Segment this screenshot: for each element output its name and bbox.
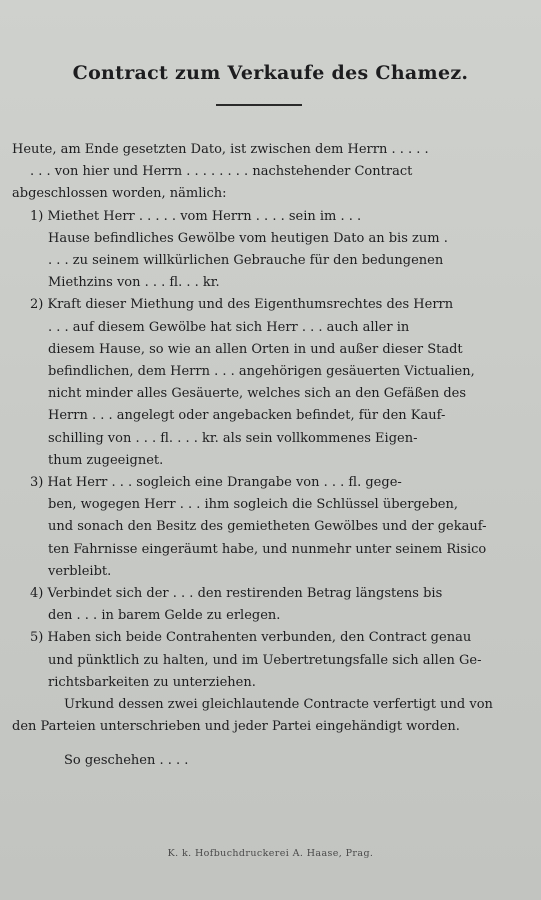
clause-3 <box>12 472 511 583</box>
clause-1 <box>12 206 511 295</box>
text-line: 1) Miethet Herr . . . . . vom Herrn . . . . sein im . . . <box>30 208 362 224</box>
text-line: 4) Verbindet sich der . . . den restirenden Betrag längstens bis <box>30 586 443 602</box>
text-line: und pünktlich zu halten, und im Uebertretungsfalle sich allen Ge- <box>48 652 482 668</box>
text-line: ten Fahrnisse eingeräumt habe, und nunmehr unter seinem Risico <box>48 541 487 557</box>
text-line: nicht minder alles Gesäuerte, welches sich an den Gefäßen des <box>48 386 467 402</box>
text-line: Miethzins von . . . fl. . . kr. <box>48 275 220 291</box>
text-line: schilling von . . . fl. . . . kr. als sein vollkommenes Eigen- <box>48 430 418 446</box>
text-line: Urkund dessen zwei gleichlautende Contracte verfertigt und von <box>64 697 493 713</box>
text-line: 3) Hat Herr . . . sogleich eine Drangabe von . . . fl. gege- <box>30 475 402 491</box>
conclusion-paragraph <box>12 694 511 738</box>
title-divider <box>216 104 302 106</box>
clause-4 <box>12 583 511 627</box>
text-line: und sonach den Besitz des gemietheten Gewölbes und der gekauf- <box>48 519 487 535</box>
printer-imprint: K. k. Hofbuchdruckerei A. Haase, Prag. <box>167 848 374 859</box>
text-line: diesem Hause, so wie an allen Orten in und außer dieser Stadt <box>48 341 463 357</box>
text-line: thum zugeeignet. <box>48 452 164 468</box>
text-line: . . . zu seinem willkürlichen Gebrauche für den bedungenen <box>48 253 444 269</box>
text-line: abgeschlossen worden, nämlich: <box>12 186 227 202</box>
text-line: . . . auf diesem Gewölbe hat sich Herr . . . auch aller in <box>48 319 410 335</box>
text-line: 5) Haben sich beide Contrahenten verbunden, den Contract genau <box>30 630 472 646</box>
text-line: verbleibt. <box>48 563 112 579</box>
closing-line: So geschehen . . . . <box>64 753 189 769</box>
clause-2 <box>12 294 511 472</box>
text-line: Heute, am Ende gesetzten Dato, ist zwischen dem Herrn . . . . . <box>12 142 429 157</box>
document-title: Contract zum Verkaufe des Chamez. <box>72 62 469 84</box>
text-line: richtsbarkeiten zu unterziehen. <box>48 674 256 690</box>
text-line: ben, wogegen Herr . . . ihm sogleich die Schlüssel übergeben, <box>48 497 458 513</box>
contract-body <box>12 139 511 773</box>
text-line: den . . . in barem Gelde zu erlegen. <box>48 608 281 624</box>
text-line: 2) Kraft dieser Miethung und des Eigenthumsrechtes des Herrn <box>30 297 454 313</box>
text-line: Herrn . . . angelegt oder angebacken befindet, für den Kauf- <box>48 408 446 424</box>
text-line: Hause befindliches Gewölbe vom heutigen Dato an bis zum . <box>48 230 448 246</box>
intro-paragraph <box>12 139 511 206</box>
clause-5 <box>12 627 511 694</box>
text-line: den Parteien unterschrieben und jeder Partei eingehändigt worden. <box>12 719 460 735</box>
text-line: . . . von hier und Herrn . . . . . . . . nachstehender Contract <box>30 164 413 180</box>
text-line: befindlichen, dem Herrn . . . angehörigen gesäuerten Victualien, <box>48 364 475 380</box>
